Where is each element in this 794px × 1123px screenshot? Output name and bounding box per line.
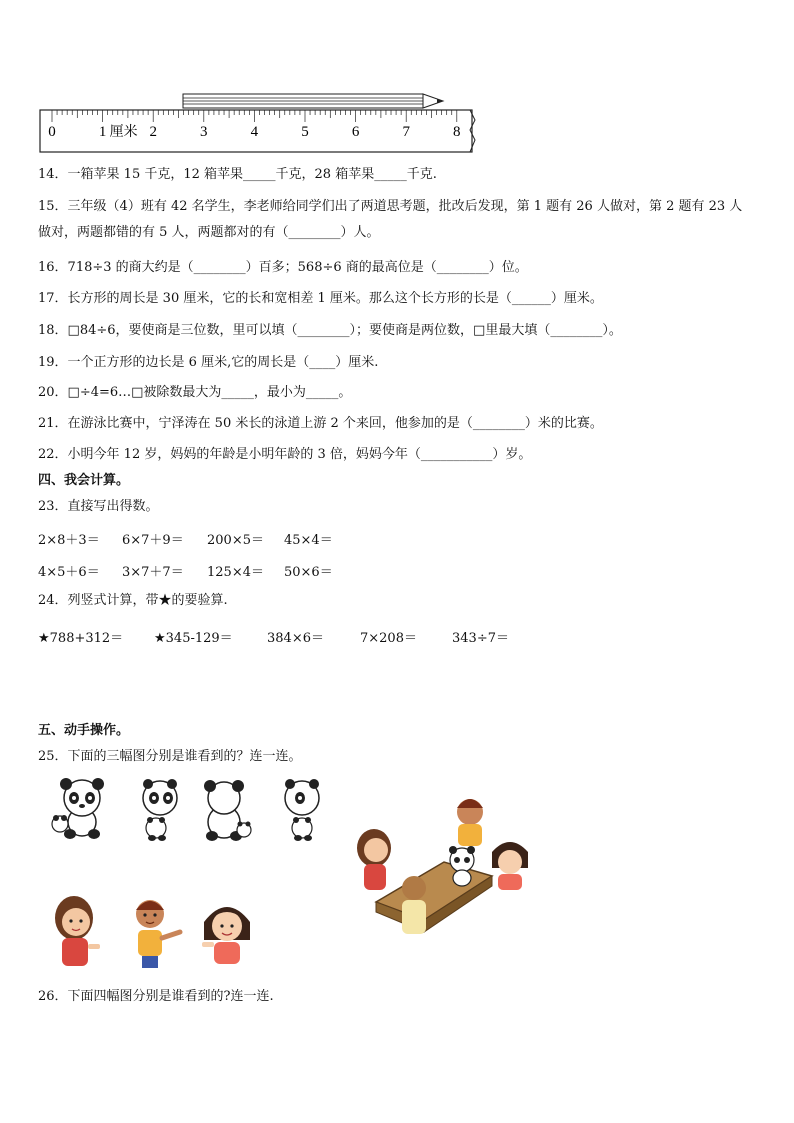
section-5-heading: 五、动手操作。 xyxy=(38,723,130,738)
calc-item: 2×8＋3＝ xyxy=(38,533,100,548)
calc-item: ★345-129＝ xyxy=(154,631,233,646)
question-17: 17．长方形的周长是 30 厘米，它的长和宽相差 1 厘米。那么这个长方形的长是（______）厘米。 xyxy=(38,291,603,306)
calc-item: ★788+312＝ xyxy=(38,631,124,646)
girl-with-bangs-image xyxy=(198,896,256,968)
question-18: 18．□84÷6，要使商是三位数，里可以填（________）；要使商是两位数，□里最大填（________）。 xyxy=(38,323,622,338)
ruler-label: 7 xyxy=(402,124,410,140)
calc-item: 200×5＝ xyxy=(207,533,264,548)
panda-front-view-image xyxy=(50,778,114,842)
ruler-label: 4 xyxy=(250,124,259,140)
ruler-unit-label: 厘米 xyxy=(109,124,138,140)
calc-item: 125×4＝ xyxy=(207,565,264,580)
ruler-label: 5 xyxy=(301,124,309,140)
ruler-label: 1 xyxy=(98,124,107,140)
ruler-label: 0 xyxy=(48,124,56,140)
girl-with-ponytail-image xyxy=(48,894,104,970)
question-16: 16．718÷3 的商大约是（________）百多；568÷6 商的最高位是（________）位。 xyxy=(38,260,528,275)
calc-item: 384×6＝ xyxy=(267,631,324,646)
ruler-label: 8 xyxy=(453,124,461,140)
calc-item: 50×6＝ xyxy=(284,565,333,580)
children-around-table-scene xyxy=(352,790,538,940)
panda-other-side-view-image xyxy=(280,778,324,842)
panda-side-view-image xyxy=(138,778,182,842)
question-25: 25．下面的三幅图分别是谁看到的？连一连。 xyxy=(38,749,302,764)
question-15: 15．三年级（4）班有 42 名学生，李老师给同学们出了两道思考题，批改后发现，第 1 题有 26 人做对，第 2 题有 23 人做对，两题都错的有 5 人，两题都对的有（________）人。 xyxy=(38,199,743,240)
calc-item: 343÷7＝ xyxy=(452,631,509,646)
question-19: 19．一个正方形的边长是 6 厘米,它的周长是（____）厘米. xyxy=(38,355,379,370)
ruler-label: 3 xyxy=(200,124,208,140)
ruler-label: 2 xyxy=(149,124,157,140)
section-4-heading: 四、我会计算。 xyxy=(38,473,130,488)
question-26: 26．下面四幅图分别是谁看到的?连一连. xyxy=(38,989,274,1004)
pencil-icon xyxy=(183,94,443,108)
question-24: 24．列竖式计算，带★的要验算. xyxy=(38,593,228,608)
question-21: 21．在游泳比赛中，宁泽涛在 50 米长的泳道上游 2 个来回，他参加的是（________）米的比赛。 xyxy=(38,416,603,431)
calc-item: 4×5＋6＝ xyxy=(38,565,100,580)
ruler-label: 6 xyxy=(351,124,360,140)
calc-item: 45×4＝ xyxy=(284,533,333,548)
question-23: 23．直接写出得数。 xyxy=(38,499,159,514)
boy-pointing-image xyxy=(128,894,186,970)
panda-back-view-image xyxy=(198,780,254,844)
question-20: 20．□÷4=6…□被除数最大为_____，最小为_____。 xyxy=(38,385,352,400)
calc-item: 6×7＋9＝ xyxy=(122,533,184,548)
ruler-with-pencil-figure xyxy=(38,90,478,156)
question-22: 22．小明今年 12 岁，妈妈的年龄是小明年龄的 3 倍，妈妈今年（___________）岁。 xyxy=(38,447,532,462)
calc-item: 3×7＋7＝ xyxy=(122,565,184,580)
question-14: 14．一箱苹果 15 千克，12 箱苹果_____千克，28 箱苹果_____千克. xyxy=(38,167,437,182)
calc-item: 7×208＝ xyxy=(360,631,417,646)
